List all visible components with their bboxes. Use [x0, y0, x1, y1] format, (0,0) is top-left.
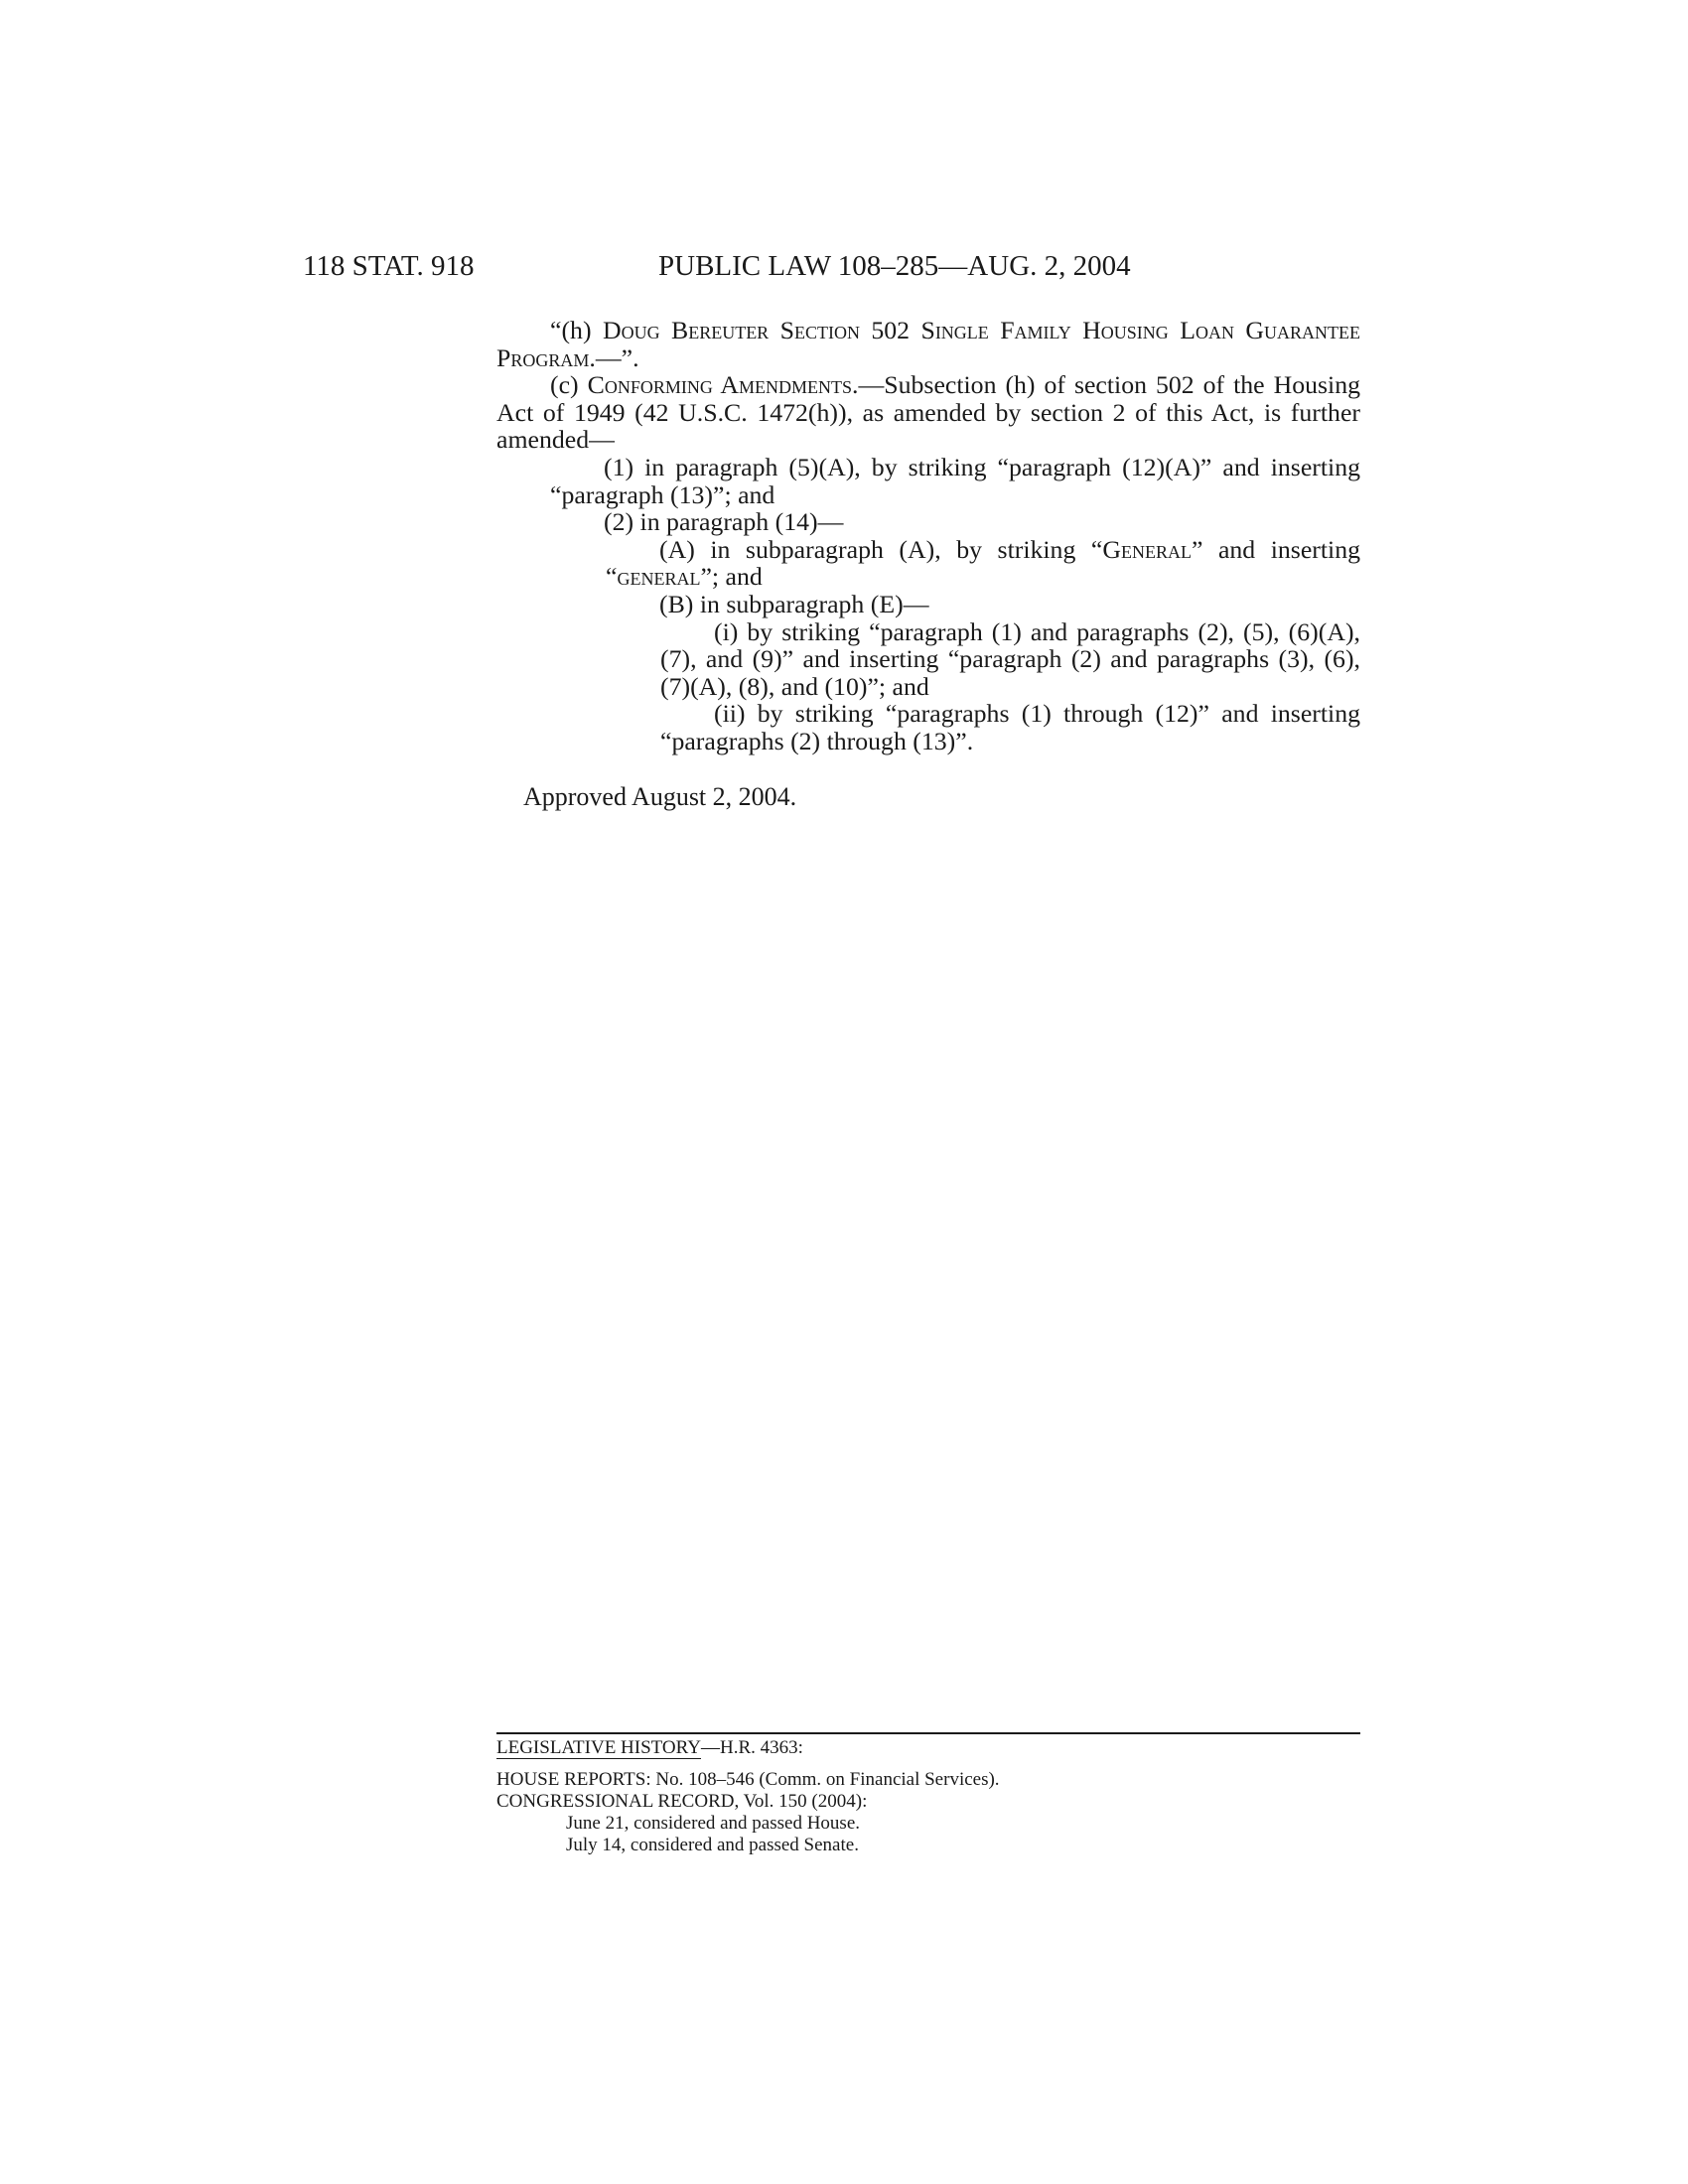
legislative-history-bill: —H.R. 4363: — [701, 1737, 803, 1758]
c-open: (c) — [550, 370, 588, 400]
clause-i: (i) by striking “paragraph (1) and paragraphs (2), (5), (6)(A), (7), and (9)” and inserting “paragraph (2) and paragraphs (3), (6), (7)(A), (8), and (10)”; and — [660, 616, 1360, 701]
section-heading-h — [496, 317, 1360, 371]
legislative-history-title: LEGISLATIVE HISTORY — [496, 1737, 702, 1758]
congressional-record: CONGRESSIONAL RECORD, Vol. 150 (2004): — [496, 1791, 868, 1812]
clause-ii: (ii) by striking “paragraphs (1) through (12)” and inserting “paragraphs (2) through (13)”. — [660, 699, 1360, 755]
a-post: ”; and — [700, 562, 763, 592]
a-word-general-lower: general — [617, 562, 701, 592]
statute-body — [496, 317, 1360, 755]
paragraph-2: (2) in paragraph (14)— — [604, 507, 844, 537]
h-heading: Doug Bereuter Section 502 Single Family Housing Loan Guarantee Program — [496, 316, 1360, 372]
c-heading: Conforming Amendments — [587, 370, 853, 400]
a-mid: ” and inserting “ — [606, 534, 1360, 592]
public-law-title: PUBLIC LAW 108–285—AUG. 2, 2004 — [658, 250, 1131, 282]
record-entry: June 21, considered and passed House. — [566, 1813, 861, 1834]
legislative-history-heading — [496, 1737, 803, 1759]
paragraph-1: (1) in paragraph (5)(A), by striking “paragraph (12)(A)” and inserting “paragraph (13)”; and — [550, 452, 1360, 509]
legislative-history — [496, 1737, 1360, 1856]
footnote-rule — [496, 1732, 1360, 1734]
a-pre: (A) in subparagraph (A), by striking “ — [659, 534, 1103, 564]
subparagraph-b: (B) in subparagraph (E)— — [659, 589, 929, 618]
h-open: “(h) — [550, 316, 603, 344]
house-reports: HOUSE REPORTS: No. 108–546 (Comm. on Financial Services). — [496, 1769, 1000, 1790]
record-entry: July 14, considered and passed Senate. — [566, 1835, 859, 1855]
stat-citation: 118 STAT. 918 — [303, 250, 475, 282]
h-close: .—”. — [589, 342, 639, 372]
approval-date: Approved August 2, 2004. — [523, 782, 797, 811]
a-word-general-upper: General — [1102, 534, 1192, 564]
subparagraph-a — [606, 536, 1360, 591]
c-text: .—Subsection (h) of section 502 of the Housing Act of 1949 (42 U.S.C. 1472(h)), as amended by section 2 of this Act, is further amended— — [496, 370, 1360, 455]
subsection-c — [496, 371, 1360, 454]
